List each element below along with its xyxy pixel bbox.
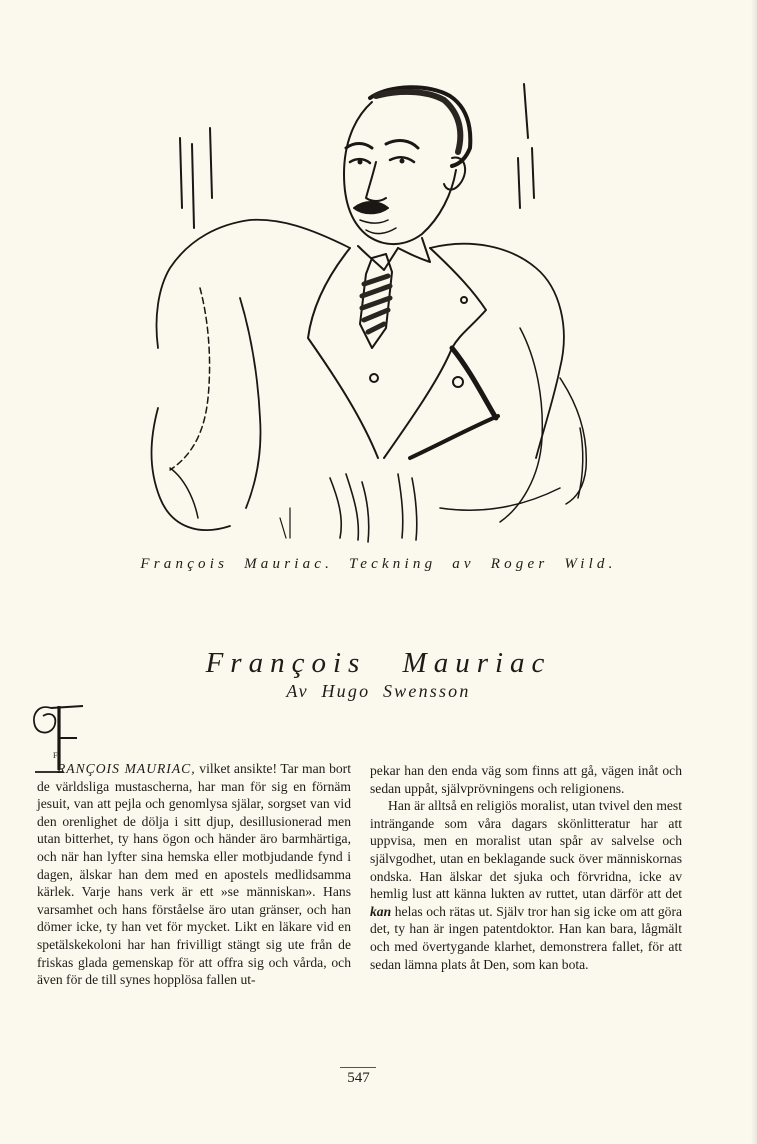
paragraph: [37, 760, 351, 989]
paragraph-text: helas och rätas ut. Själv tror han sig icke om att göra det, ty han är ingen patentdoktor. Han kan bara, lågmält och med övertygande klarhet, demonstrera fallet, för att sedan lämna plats åt Den, som kan bota.: [370, 903, 682, 972]
page-number: 547: [347, 1070, 370, 1086]
emphasis: kan: [370, 903, 392, 919]
paragraph: pekar han den enda väg som finns att gå, vägen inåt och sedan uppåt, självprövningens och religionens.: [370, 763, 682, 796]
paragraph: [370, 797, 682, 973]
page-number-rule: [340, 1067, 376, 1068]
article-byline: Av Hugo Swensson: [286, 681, 471, 701]
portrait-illustration: [140, 78, 600, 553]
lead-smallcaps: RANÇOIS MAURIAC,: [57, 761, 196, 776]
paragraph-text: Han är alltså en religiös moralist, utan tvivel den mest inträngande som våra dagars skönlitteratur har att uppvisa, men en moralist utan spår av salvelse och självgodhet, utan en beklagande suck över människornas ondska. Han älskar det sjuka och förvridna, icke av hemlig lust att känna lukten av ruttet, utan därför att det: [370, 798, 682, 902]
article-title: François Mauriac: [205, 647, 552, 680]
illustration-caption: François Mauriac. Teckning av Roger Wild.: [140, 556, 617, 572]
paragraph-text: vilket ansikte! Tar man bort de världsliga mustascherna, har man för sig en förnäm jesuit, van att pejla och genomlysa själar, sorgset van vid den orenlighet de dölja i sitt djup, desillusionerad men utan bitterhet, ty hans ögon och händer äro barmhärtiga, och när han lyfter sina hemska eller motbjudande fynd i dagen, älskar han dem med en apostels medlidsamma kärlek. Varje hans verk är ett »se människan». Hans varsamhet och hans förståelse äro utan gränser, och han dömer icke, ty han vet för mycket. Likt en läkare vid en spetälskekoloni har han frivilligt stängt sig ute från de friskas glada gemenskap för att offra sig och vårda, och även för de till synes hopplösa fallen ut-: [37, 761, 351, 988]
article-column-right: [370, 762, 682, 973]
dropcap-letter: F: [53, 751, 58, 760]
article-column-left: [37, 760, 351, 989]
